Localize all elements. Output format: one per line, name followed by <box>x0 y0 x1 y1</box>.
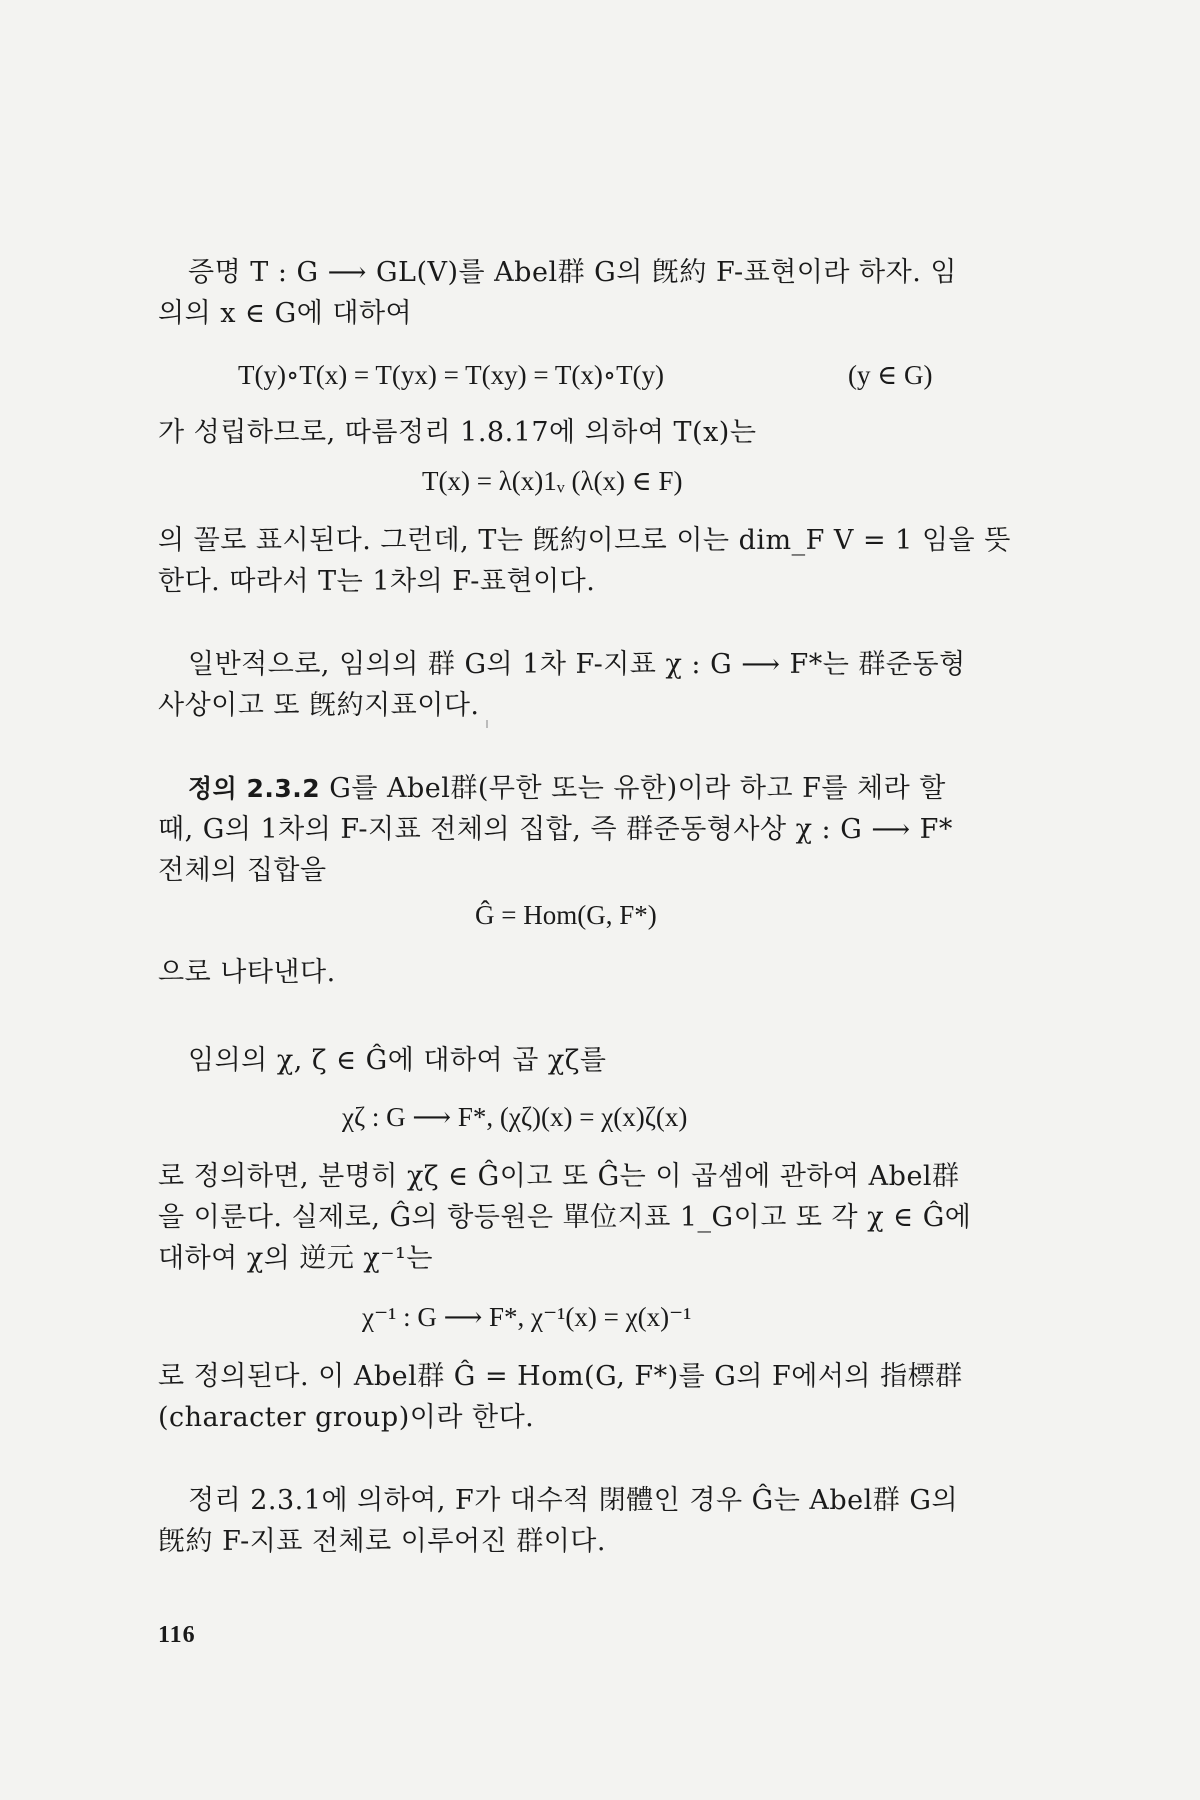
paragraph-corollary <box>158 412 1048 453</box>
definition-line-1-text: G를 Abel群(무한 또는 유한)이라 하고 F를 체라 할 <box>320 773 946 804</box>
proof-paragraph <box>158 252 1048 334</box>
corollary-line-1: 가 성립하므로, 따름정리 1.8.17에 의하여 T(x)는 <box>158 417 757 448</box>
general-line-1: 일반적으로, 임의의 群 G의 1차 F-지표 χ : G ⟶ F*는 群준동형 <box>188 649 966 680</box>
definition-paragraph <box>158 768 1048 891</box>
paragraph-general <box>158 644 1048 726</box>
theorem-remark-line-1: 정리 2.3.1에 의하여, F가 대수적 閉體인 경우 Ĝ는 Abel群 G의 <box>188 1485 959 1516</box>
equation-character-group: Ĝ = Hom(G, F*) <box>475 900 657 930</box>
equation-commutativity: T(y)∘T(x) = T(yx) = T(xy) = T(x)∘T(y) <box>238 360 665 390</box>
group-structure-line-3: 대하여 χ의 逆元 χ⁻¹는 <box>158 1243 433 1274</box>
character-group-line-1: 로 정의된다. 이 Abel群 Ĝ = Hom(G, F*)를 G의 F에서의 指標群 <box>158 1361 963 1392</box>
equation-scalar: T(x) = λ(x)1ᵥ (λ(x) ∈ F) <box>422 466 683 496</box>
equation-product: χζ : G ⟶ F*, (χζ)(x) = χ(x)ζ(x) <box>342 1102 688 1132</box>
paragraph-theorem-remark <box>158 1480 1048 1562</box>
proof-line-2: 의의 x ∈ G에 대하여 <box>158 298 413 329</box>
paragraph-conclusion <box>158 520 1048 602</box>
paragraph-group-structure <box>158 1156 1048 1279</box>
proof-line-1: 증명 T : G ⟶ GL(V)를 Abel群 G의 旣約 F-표현이라 하자. 임 <box>188 257 957 288</box>
definition-line-1 <box>158 768 1048 809</box>
group-structure-line-2: 을 이룬다. 실제로, Ĝ의 항등원은 單位지표 1_G이고 또 각 χ ∈ Ĝ에 <box>158 1202 972 1233</box>
equation-commutativity-condition: (y ∈ G) <box>848 360 933 390</box>
general-line-2: 사상이고 또 旣約지표이다. <box>158 690 480 721</box>
definition-line-3: 전체의 집합을 <box>158 855 327 886</box>
scan-speck <box>486 720 488 728</box>
paragraph-character-group-def <box>158 1356 1048 1438</box>
conclusion-line-1: 의 꼴로 표시된다. 그런데, T는 旣約이므로 이는 dim_F V = 1 임을 뜻 <box>158 525 1011 556</box>
product-line-1: 임의의 χ, ζ ∈ Ĝ에 대하여 곱 χζ를 <box>188 1045 607 1076</box>
denote-line-1: 으로 나타낸다. <box>158 957 336 988</box>
paragraph-product <box>158 1040 1048 1081</box>
page-number: 116 <box>158 1622 196 1648</box>
group-structure-line-1: 로 정의하면, 분명히 χζ ∈ Ĝ이고 또 Ĝ는 이 곱셈에 관하여 Abel群 <box>158 1161 960 1192</box>
definition-line-2: 때, G의 1차의 F-지표 전체의 집합, 즉 群준동형사상 χ : G ⟶ F* <box>158 814 953 845</box>
paragraph-denote <box>158 952 1048 993</box>
character-group-line-2: (character group)이라 한다. <box>158 1402 535 1433</box>
equation-inverse: χ⁻¹ : G ⟶ F*, χ⁻¹(x) = χ(x)⁻¹ <box>362 1302 692 1332</box>
definition-label: 정의 2.3.2 <box>188 774 321 803</box>
theorem-remark-line-2: 旣約 F-지표 전체로 이루어진 群이다. <box>158 1526 606 1557</box>
conclusion-line-2: 한다. 따라서 T는 1차의 F-표현이다. <box>158 566 596 597</box>
